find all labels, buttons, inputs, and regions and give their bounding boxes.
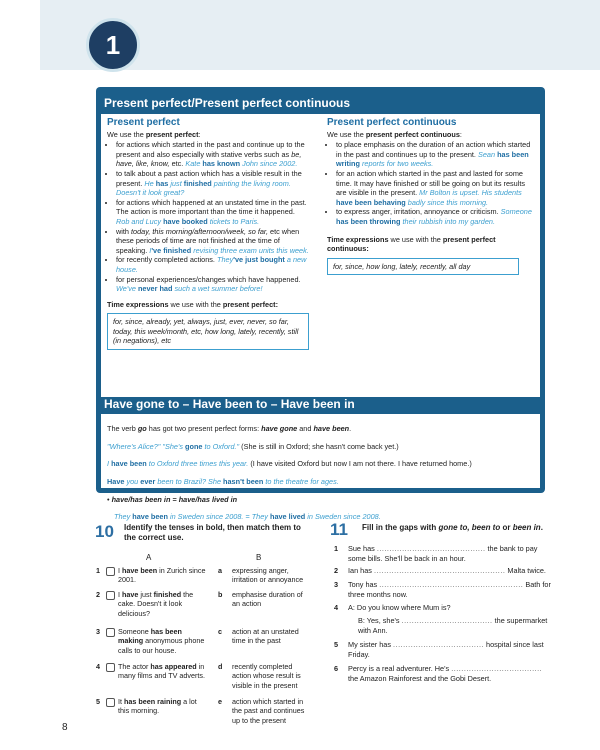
option-letter: a	[218, 566, 222, 575]
sentence-a: I have been in Zurich since 2001.	[118, 566, 206, 585]
item-number: 2	[334, 566, 339, 575]
answer-gap[interactable]: ....................................	[393, 640, 484, 649]
answer-gap[interactable]: ....................................	[451, 664, 543, 673]
ppc-heading: Present perfect continuous	[327, 117, 457, 128]
ppc-uses	[327, 140, 532, 226]
pp-heading: Present perfect	[107, 117, 180, 128]
page-number: 8	[62, 722, 68, 733]
grammar-panel	[96, 87, 545, 522]
item-number: 1	[96, 566, 100, 575]
ppc-time-expressions-box: for, since, how long, lately, recently, all day	[327, 258, 519, 276]
exercise-10-number: 10	[95, 522, 114, 541]
answer-gap[interactable]: ....................................................	[373, 566, 506, 575]
gap-sentence: B: Yes, she's .................................... the supermarket with Ann.	[358, 616, 548, 635]
have-gone-title: Have gone to – Have been to – Have been in	[104, 397, 355, 411]
item-number: 6	[334, 664, 339, 673]
sentence-a: I have just finished the cake. Doesn't it look delicious?	[118, 590, 194, 618]
ppc-intro: We use the present perfect continuous:	[327, 129, 462, 139]
answer-gap[interactable]: .........................................................	[379, 580, 524, 589]
pp-use-3: • for actions which happened at an unstated time in the past. The action is more important than the time it happened. Rob and Lucy have booked tickets to Paris.	[116, 198, 309, 227]
use-b: expressing anger, irritation or annoyance	[232, 566, 304, 585]
hg-line-1: The verb go has got two present perfect forms: have gone and have been.	[107, 424, 352, 434]
hg-line-2: "Where's Alice?" "She's gone to Oxford." (She is still in Oxford; she hasn't come back yet.)	[107, 441, 399, 451]
answer-checkbox[interactable]	[106, 698, 115, 707]
use-b: emphasise duration of an action	[232, 590, 303, 609]
sentence-a: The actor has appeared in many films and TV adverts.	[118, 662, 205, 681]
present-perfect-column	[107, 118, 309, 350]
use-b: action which started in the past and continues up to the present	[232, 697, 305, 725]
answer-checkbox[interactable]	[106, 628, 115, 637]
hg-line-6: They have been in Sweden since 2008. = They have lived in Sweden since 2008.	[114, 512, 381, 522]
exercise-10-instruction: Identify the tenses in bold, then match them to the correct use.	[124, 523, 301, 542]
gap-sentence: Tony has ......................................................... Bath for three months now.	[348, 580, 551, 599]
unit-number: 1	[105, 29, 121, 60]
pp-time-expressions-label: Time expressions we use with the present perfect:	[107, 299, 279, 309]
item-number: 4	[96, 662, 100, 671]
gap-sentence: Sue has ........................................... the bank to pay some bills. She'll be back in an hour.	[348, 544, 538, 563]
item-number: 5	[334, 640, 339, 649]
answer-gap[interactable]: ...........................................	[376, 544, 486, 553]
option-letter: c	[218, 627, 222, 636]
exercise-11-number: 11	[330, 520, 348, 539]
pp-use-1: • for actions which started in the past and continue up to the present and also especially with stative verbs such as be, have, like, know, etc. Kate has known John since 2002.	[116, 140, 309, 169]
column-a-header: A	[146, 553, 152, 562]
hg-line-5: • have/has been in = have/has lived in	[107, 494, 238, 504]
pp-intro: We use the present perfect:	[107, 129, 201, 139]
pp-use-4: • with today, this morning/afternoon/week, so far, etc when these periods of time are not finished at the time of speaking. I've finished revising three exam units this week.	[116, 227, 309, 256]
grammar-box	[101, 114, 540, 397]
hg-line-4: Have you ever been to Brazil? She hasn't been to the theatre for ages.	[107, 477, 339, 487]
present-perfect-continuous-column	[327, 118, 532, 275]
exercise-11-instruction: Fill in the gaps with gone to, been to or been in.	[362, 523, 543, 532]
hg-line-3: I have been to Oxford three times this year. (I have visited Oxford but now I am not there. I have returned home.)	[107, 459, 472, 469]
use-b: action at an unstated time in the past	[232, 627, 299, 646]
item-number: 2	[96, 590, 100, 599]
gap-sentence: My sister has .................................... hospital since last Friday.	[348, 640, 544, 659]
pp-use-2: • to talk about a past action which has a visible result in the present. He has just finished painting the living room. Doesn't it look great?	[116, 169, 309, 198]
have-gone-box	[101, 414, 540, 522]
option-letter: e	[218, 697, 222, 706]
have-gone-content	[107, 417, 535, 530]
item-number: 4	[334, 603, 339, 612]
sentence-a: Someone has been making anonymous phone calls to our house.	[118, 627, 205, 655]
pp-use-6: • for personal experiences/changes which have happened. We've never had such a wet summer before!	[116, 275, 309, 294]
answer-checkbox[interactable]	[106, 591, 115, 600]
use-b: recently completed action whose result is visible in the present	[232, 662, 301, 690]
answer-checkbox[interactable]	[106, 663, 115, 672]
answer-checkbox[interactable]	[106, 567, 115, 576]
option-letter: d	[218, 662, 223, 671]
ppc-time-expressions-label: Time expressions we use with the present perfect continuous:	[327, 234, 496, 254]
item-number: 3	[334, 580, 339, 589]
sentence-a: It has been raining a lot this morning.	[118, 697, 197, 716]
pp-time-expressions-box: for, since, already, yet, always, just, ever, never, so far, today, this week/month, etc, how long, lately, recently, still (in negations), etc	[107, 313, 309, 350]
answer-gap[interactable]: ....................................	[401, 616, 493, 625]
gap-sentence: A: Do you know where Mum is?	[348, 603, 451, 612]
item-number: 5	[96, 697, 100, 706]
pp-uses	[107, 140, 309, 294]
item-number: 1	[334, 544, 339, 553]
item-number: 3	[96, 627, 100, 636]
pp-use-5: • for recently completed actions. They've just bought a new house.	[116, 255, 309, 274]
ppc-use-3: • to express anger, irritation, annoyance or criticism. Someone has been throwing their rubbish into my garden.	[336, 207, 532, 226]
gap-sentence: Percy is a real adventurer. He's .................................... the Amazon Rainforest and the Gobi Desert.	[348, 664, 543, 683]
column-b-header: B	[256, 553, 262, 562]
grammar-title: Present perfect/Present perfect continuous	[104, 96, 351, 110]
ppc-use-1: • to place emphasis on the duration of an action which started in the past and continues up to the present. Sean has been writing reports for two weeks.	[336, 140, 532, 169]
option-letter: b	[218, 590, 223, 599]
ppc-use-2: • for an action which started in the past and lasted for some time. It may have finished or still be going on but its results are visible in the present. Mr Bolton is upset. His students have been behaving badly since this morning.	[336, 169, 532, 207]
gap-sentence: Ian has .................................................... Malta twice.	[348, 566, 546, 575]
unit-badge	[86, 18, 140, 72]
